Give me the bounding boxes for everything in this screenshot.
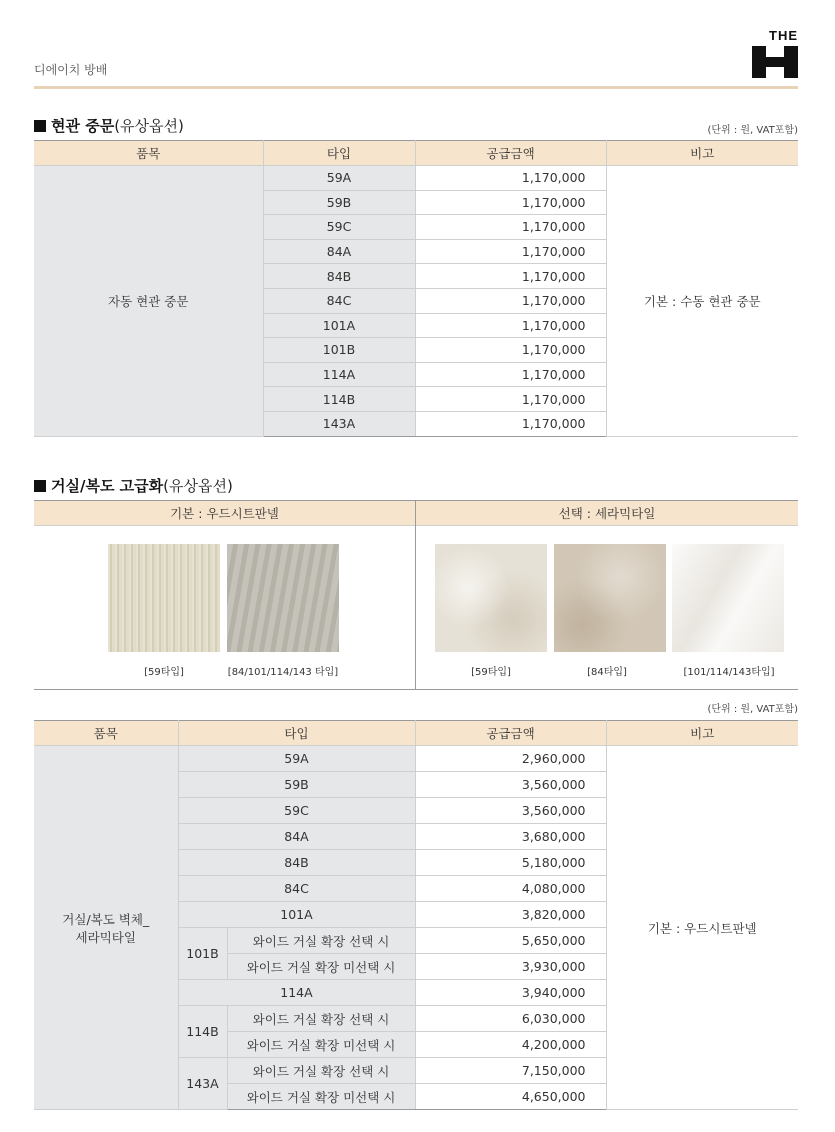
subtype-cell: 와이드 거실 확장 미선택 시 xyxy=(227,954,415,980)
brand-name: 디에이치 방배 xyxy=(34,63,108,77)
type-cell: 143A xyxy=(263,411,415,436)
type-cell: 114A xyxy=(263,362,415,387)
price-cell: 1,170,000 xyxy=(415,166,606,191)
subtype-cell: 와이드 거실 확장 미선택 시 xyxy=(227,1084,415,1110)
price-cell: 4,200,000 xyxy=(415,1032,606,1058)
price-cell: 1,170,000 xyxy=(415,387,606,412)
material-swatch-4 xyxy=(554,544,666,652)
swatch-caption: [59타입] xyxy=(144,667,184,678)
col-header-type: 타입 xyxy=(178,721,415,746)
type-cell: 84C xyxy=(178,876,415,902)
price-cell: 1,170,000 xyxy=(415,411,606,436)
price-cell: 3,560,000 xyxy=(415,772,606,798)
type-cell: 114B xyxy=(178,1006,227,1058)
option-material-header: 선택 : 세라믹타일 xyxy=(416,501,798,526)
price-cell: 5,650,000 xyxy=(415,928,606,954)
material-swatch-panel xyxy=(34,500,798,690)
type-cell: 84C xyxy=(263,288,415,313)
table-header-row xyxy=(34,141,798,166)
type-cell: 59B xyxy=(178,772,415,798)
material-swatch-2 xyxy=(227,544,339,652)
col-header-price: 공급금액 xyxy=(415,721,606,746)
price-cell: 3,560,000 xyxy=(415,798,606,824)
subtype-cell: 와이드 거실 확장 선택 시 xyxy=(227,1006,415,1032)
col-header-price: 공급금액 xyxy=(415,141,606,166)
material-swatch-1 xyxy=(108,544,220,652)
swatch-caption: [84타입] xyxy=(587,667,627,678)
price-cell: 5,180,000 xyxy=(415,850,606,876)
note-cell: 기본 : 우드시트판넬 xyxy=(606,746,798,1110)
logo-text: THE xyxy=(769,28,798,43)
price-cell: 1,170,000 xyxy=(415,338,606,363)
price-cell: 3,680,000 xyxy=(415,824,606,850)
type-cell: 84A xyxy=(178,824,415,850)
price-cell: 7,150,000 xyxy=(415,1058,606,1084)
header-divider xyxy=(34,86,798,89)
type-cell: 114B xyxy=(263,387,415,412)
section2-title xyxy=(34,475,233,496)
col-header-note: 비고 xyxy=(606,721,798,746)
table-row xyxy=(34,166,798,191)
type-cell: 59B xyxy=(263,190,415,215)
swatch-caption: [101/114/143타입] xyxy=(683,667,775,678)
swatch-caption: [59타입] xyxy=(471,667,511,678)
price-cell: 3,930,000 xyxy=(415,954,606,980)
price-cell: 1,170,000 xyxy=(415,264,606,289)
note-cell: 기본 : 수동 현관 중문 xyxy=(606,166,798,437)
basic-material-header: 기본 : 우드시트판넬 xyxy=(34,501,415,526)
logo-h-icon xyxy=(752,46,798,78)
type-cell: 59C xyxy=(178,798,415,824)
price-cell: 3,820,000 xyxy=(415,902,606,928)
material-swatch-5 xyxy=(672,544,784,652)
type-cell: 59C xyxy=(263,215,415,240)
type-cell: 59A xyxy=(178,746,415,772)
price-cell: 1,170,000 xyxy=(415,362,606,387)
price-cell: 1,170,000 xyxy=(415,313,606,338)
the-h-logo xyxy=(752,28,798,78)
section2-unit: (단위 : 원, VAT포함) xyxy=(707,704,798,715)
type-cell: 143A xyxy=(178,1058,227,1110)
swatch-caption: [84/101/114/143 타입] xyxy=(227,667,339,678)
square-bullet-icon xyxy=(34,480,46,492)
section1-price-table xyxy=(34,140,798,437)
type-cell: 101B xyxy=(263,338,415,363)
price-cell: 2,960,000 xyxy=(415,746,606,772)
col-header-note: 비고 xyxy=(606,141,798,166)
table-header-row xyxy=(34,721,798,746)
square-bullet-icon xyxy=(34,120,46,132)
type-cell: 101A xyxy=(263,313,415,338)
price-cell: 3,940,000 xyxy=(415,980,606,1006)
section2-title-text: 거실/복도 고급화 xyxy=(51,477,164,495)
price-cell: 1,170,000 xyxy=(415,288,606,313)
section2-price-table xyxy=(34,720,798,1110)
type-cell: 84B xyxy=(263,264,415,289)
type-cell: 101B xyxy=(178,928,227,980)
material-swatch-3 xyxy=(435,544,547,652)
col-header-item: 품목 xyxy=(34,141,263,166)
section1-subtitle: (유상옵션) xyxy=(114,117,184,135)
price-cell: 6,030,000 xyxy=(415,1006,606,1032)
section1-title-text: 현관 중문 xyxy=(51,117,115,135)
price-cell: 1,170,000 xyxy=(415,215,606,240)
type-cell: 114A xyxy=(178,980,415,1006)
type-cell: 84B xyxy=(178,850,415,876)
subtype-cell: 와이드 거실 확장 미선택 시 xyxy=(227,1032,415,1058)
table-row xyxy=(34,746,798,772)
section1-unit: (단위 : 원, VAT포함) xyxy=(707,125,798,136)
price-cell: 4,080,000 xyxy=(415,876,606,902)
col-header-type: 타입 xyxy=(263,141,415,166)
item-cell: 거실/복도 벽체_ 세라믹타일 xyxy=(34,746,178,1110)
subtype-cell: 와이드 거실 확장 선택 시 xyxy=(227,928,415,954)
item-cell: 자동 현관 중문 xyxy=(34,166,263,437)
col-header-item: 품목 xyxy=(34,721,178,746)
type-cell: 101A xyxy=(178,902,415,928)
price-cell: 4,650,000 xyxy=(415,1084,606,1110)
price-cell: 1,170,000 xyxy=(415,190,606,215)
type-cell: 84A xyxy=(263,239,415,264)
type-cell: 59A xyxy=(263,166,415,191)
section2-subtitle: (유상옵션) xyxy=(163,477,233,495)
page-header xyxy=(34,28,798,88)
price-cell: 1,170,000 xyxy=(415,239,606,264)
subtype-cell: 와이드 거실 확장 선택 시 xyxy=(227,1058,415,1084)
swatch-divider xyxy=(415,501,416,690)
section1-title xyxy=(34,115,184,136)
